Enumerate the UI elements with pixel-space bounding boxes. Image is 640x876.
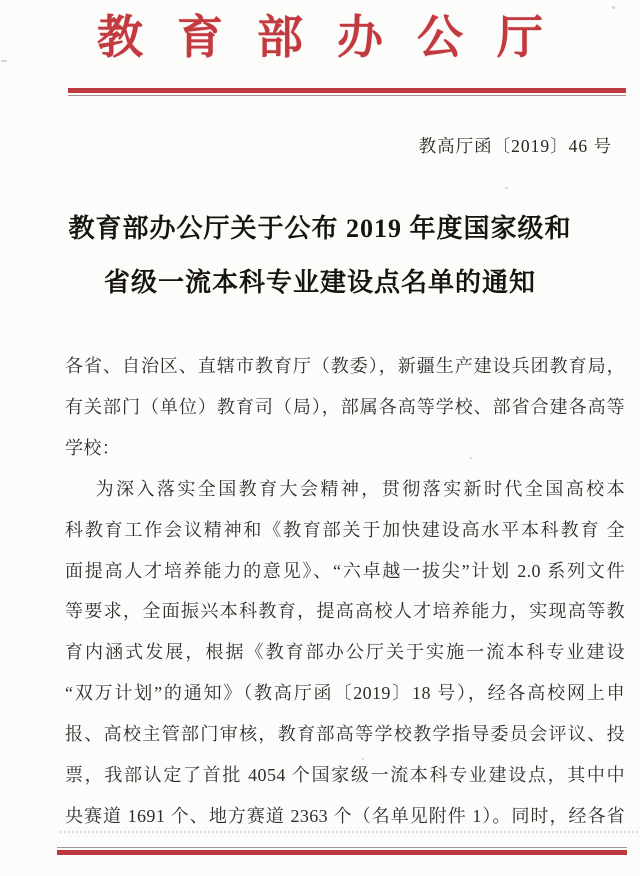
document-title-line-1: 教育部办公厅关于公布 2019 年度国家级和 [68,214,572,243]
letterhead-divider-thin-line [68,95,626,96]
scan-speckle [362,758,364,760]
letterhead-divider-thick-line [68,88,626,93]
body-text-line: 育内涵式发展，根据《教育部办公厅关于实施一流本科专业建设 [65,642,625,663]
letterhead-agency-title: 教育部办公厅 [97,12,577,63]
letterhead-divider-line [68,88,626,96]
scan-artifact-line [60,831,638,833]
scan-speckle [505,187,508,189]
scan-speckle [470,457,472,459]
scan-speckle [1,60,7,62]
body-text-line: 科教育工作会议精神和《教育部关于加快建设高水平本科教育 全 [65,519,625,540]
body-text-line: 面提高人才培养能力的意见》、“六卓越一拔尖”计划 2.0 系列文件 [65,560,625,581]
body-text-line: “双万计划”的通知》（教高厅函〔2019〕18 号），经各高校网上申 [65,683,625,704]
document-body [65,346,625,837]
body-text-line: 等要求，全面振兴本科教育，提高高校人才培养能力，实现高等教 [65,601,625,622]
footer-divider-thick-line [57,850,627,855]
footer-divider-thin-line [57,847,627,848]
body-text-line: 为深入落实全国教育大会精神，贯彻落实新时代全国高校本 [95,478,625,499]
salutation-line: 有关部门（单位）教育司（局），部属各高等学校、部省合建各高等 [65,396,625,417]
footer-divider-line [57,847,627,855]
document-reference-number: 教高厅函〔2019〕46 号 [418,136,612,156]
body-text-line: 票，我部认定了首批 4054 个国家级一流本科专业建设点，其中中 [65,765,625,786]
salutation-line: 各省、自治区、直辖市教育厅（教委），新疆生产建设兵团教育局， [65,356,625,376]
scan-speckle [612,6,615,9]
document-title-line-2: 省级一流本科专业建设点名单的通知 [103,268,536,297]
salutation-line: 学校： [65,437,121,458]
body-text-line: 央赛道 1691 个、地方赛道 2363 个（名单见附件 1）。同时，经各省 [65,805,625,826]
body-text-line: 报、高校主管部门审核，教育部高等学校教学指导委员会评议、投 [65,724,625,745]
document-title [20,202,620,310]
